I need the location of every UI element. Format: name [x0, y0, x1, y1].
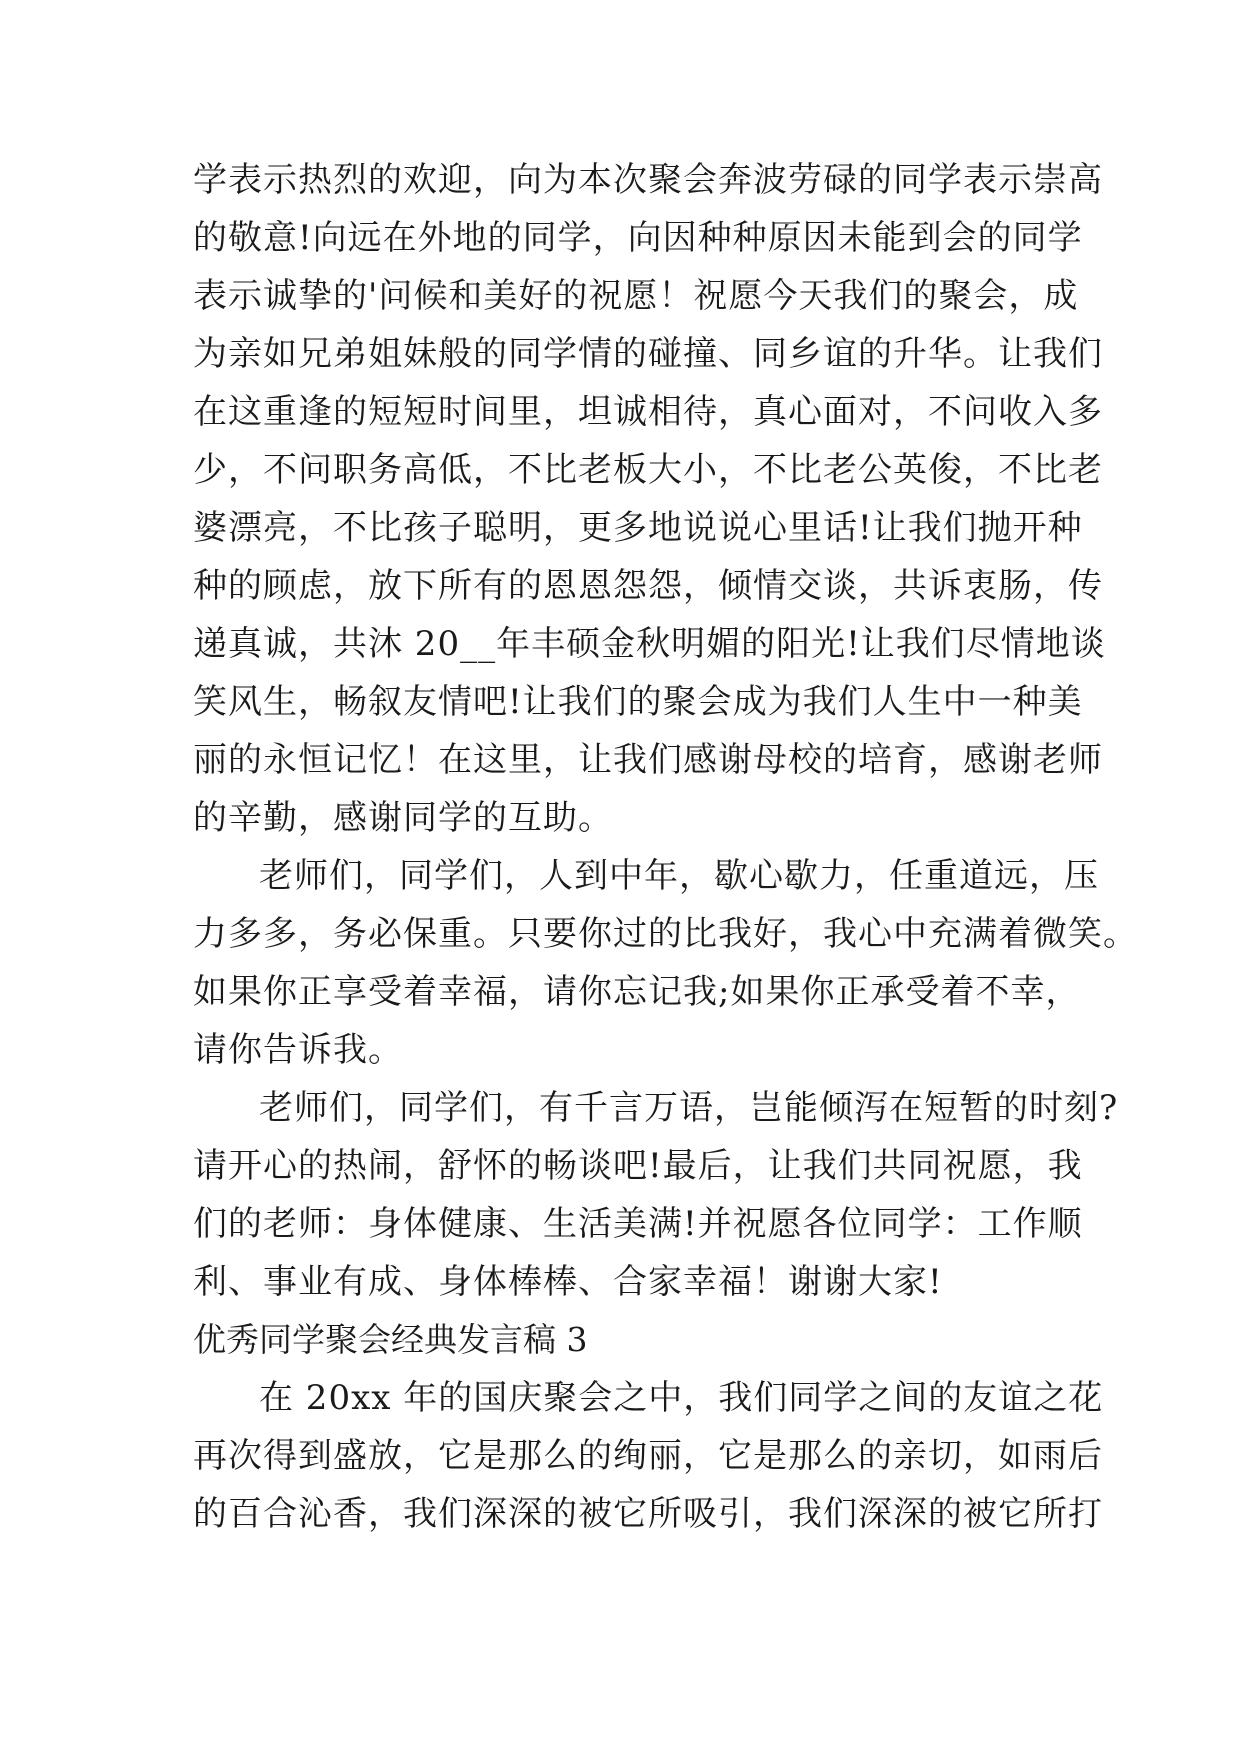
paragraph-line: 如果你正享受着幸福，请你忘记我;如果你正承受着不幸， — [193, 972, 1081, 1012]
paragraph-line: 请你告诉我。 — [193, 1030, 403, 1070]
paragraph-line: 的百合沁香，我们深深的被它所吸引，我们深深的被它所打 — [193, 1494, 1103, 1534]
paragraph-line: 力多多，务必保重。只要你过的比我好，我心中充满着微笑。 — [193, 914, 1138, 954]
paragraph-line: 的敬意!向远在外地的同学，向因种种原因未能到会的同学 — [193, 218, 1083, 258]
paragraph-line: 学表示热烈的欢迎，向为本次聚会奔波劳碌的同学表示崇高 — [193, 160, 1103, 200]
document-body — [193, 151, 1138, 1543]
paragraph-first-line: 在 20xx 年的国庆聚会之中，我们同学之间的友谊之花 — [259, 1378, 1104, 1418]
paragraph-line: 的辛勤，感谢同学的互助。 — [193, 798, 613, 838]
section-heading: 优秀同学聚会经典发言稿 3 — [193, 1320, 588, 1359]
paragraph-first-line: 老师们，同学们，人到中年，歇心歇力，任重道远，压 — [259, 856, 1099, 896]
paragraph-line: 丽的永恒记忆！在这里，让我们感谢母校的培育，感谢老师 — [193, 740, 1103, 780]
paragraph-line: 笑风生，畅叙友情吧!让我们的聚会成为我们人生中一种美 — [193, 682, 1083, 722]
paragraph-line: 递真诚，共沐 20__年丰硕金秋明媚的阳光!让我们尽情地谈 — [193, 624, 1106, 664]
paragraph-first-line: 老师们，同学们，有千言万语，岂能倾泻在短暂的时刻? — [259, 1088, 1119, 1128]
paragraph-line: 再次得到盛放，它是那么的绚丽，它是那么的亲切，如雨后 — [193, 1436, 1103, 1476]
paragraph-line: 表示诚挚的'问候和美好的祝愿！祝愿今天我们的聚会，成 — [193, 276, 1079, 316]
paragraph-line: 为亲如兄弟姐妹般的同学情的碰撞、同乡谊的升华。让我们 — [193, 334, 1103, 374]
paragraph-line: 在这重逢的短短时间里，坦诚相待，真心面对，不问收入多 — [193, 392, 1103, 432]
paragraph-line: 婆漂亮，不比孩子聪明，更多地说说心里话!让我们抛开种 — [193, 508, 1083, 548]
paragraph-line: 请开心的热闹，舒怀的畅谈吧!最后，让我们共同祝愿，我 — [193, 1146, 1083, 1186]
paragraph-line: 利、事业有成、身体棒棒、合家幸福！谢谢大家! — [193, 1262, 943, 1302]
paragraph-line: 们的老师：身体健康、生活美满!并祝愿各位同学：工作顺 — [193, 1204, 1083, 1244]
paragraph-line: 少，不问职务高低，不比老板大小，不比老公英俊，不比老 — [193, 450, 1103, 490]
paragraph-line: 种的顾虑，放下所有的恩恩怨怨，倾情交谈，共诉衷肠，传 — [193, 566, 1103, 606]
